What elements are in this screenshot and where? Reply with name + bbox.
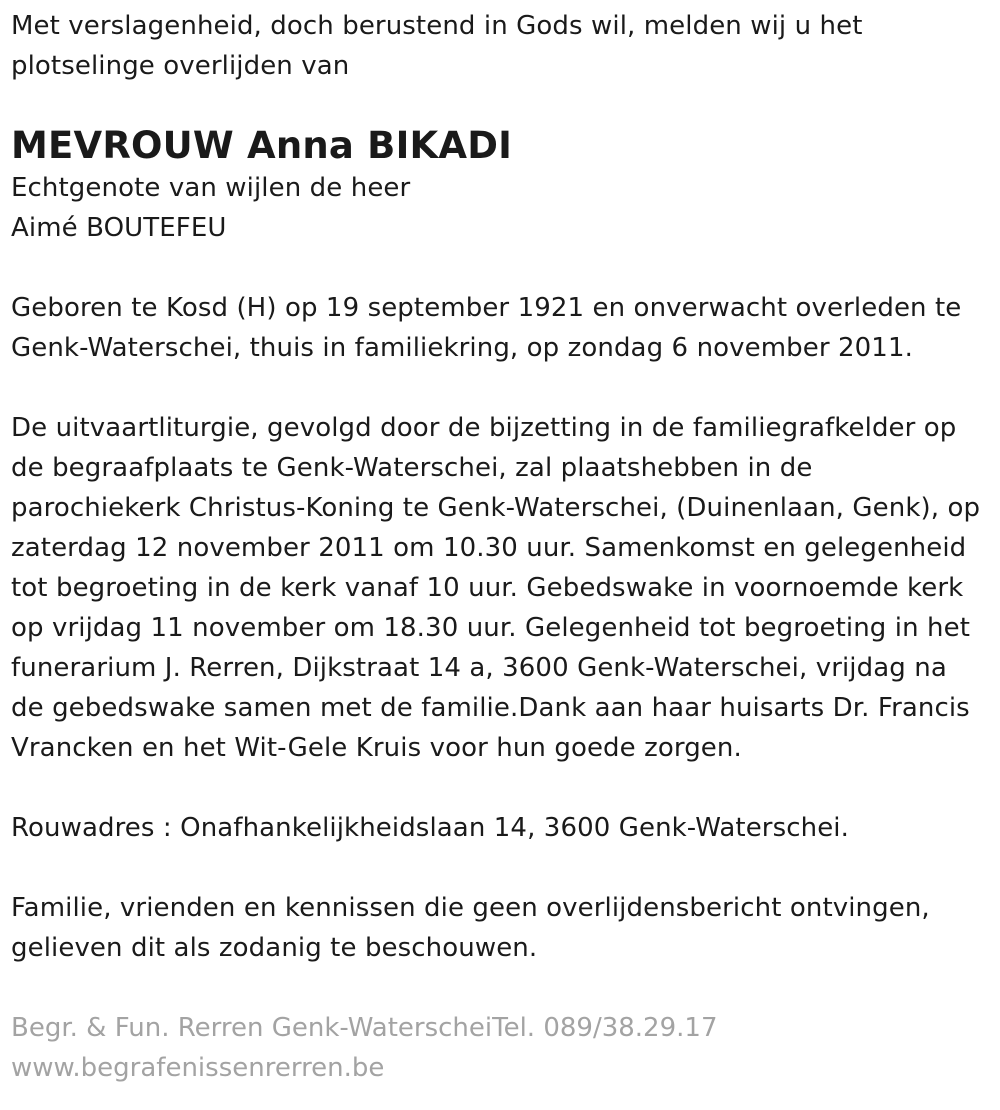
- intro-text: Met verslagenheid, doch berustend in Gods wil, melden wij u het plotselinge overlijden van: [11, 11, 863, 81]
- funeral-home-line: Begr. & Fun. Rerren Genk-WaterscheiTel. 089/38.29.17: [11, 1013, 718, 1043]
- spacer: [11, 768, 996, 808]
- birth-death-text: Geboren te Kosd (H) op 19 september 1921 en onverwacht overleden te Genk-Waterschei, thuis in familiekring, op zondag 6 november 2011.: [11, 293, 962, 363]
- website-link[interactable]: www.begrafenissenrerren.be: [11, 1053, 385, 1083]
- spouse-text: Echtgenote van wijlen de heer Aimé BOUTEFEU: [11, 173, 411, 243]
- deceased-name: MEVROUW Anna BIKADI: [11, 124, 513, 167]
- funeral-text: De uitvaartliturgie, gevolgd door de bijzetting in de familiegrafkelder op de begraafplaats te Genk-Waterschei, zal plaatshebben in de parochiekerk Christus-Koning te Genk-Waterschei, (Duinenlaan, Genk), op zaterdag 12 november 2011 om 10.30 uur. Samenkomst en gelegenheid tot begroeting in de kerk vanaf 10 uur. Gebedswake in voornoemde kerk op vrijdag 11 november om 18.30 uur. Gelegenheid tot begroeting in het funerarium J. Rerren, Dijkstraat 14 a, 3600 Genk-Waterschei, vrijdag na de gebedswake samen met de familie.Dank aan haar huisarts Dr. Francis Vrancken en het Wit-Gele Kruis voor hun goede zorgen.: [11, 413, 981, 763]
- spacer: [11, 368, 996, 408]
- spacer: [11, 248, 996, 288]
- address-text: Rouwadres : Onafhankelijkheidslaan 14, 3600 Genk-Waterschei.: [11, 813, 849, 843]
- spacer: [11, 968, 996, 1008]
- spacer: [11, 848, 996, 888]
- notice-text: Familie, vrienden en kennissen die geen overlijdensbericht ontvingen, gelieven dit als zodanig te beschouwen.: [11, 893, 930, 963]
- obituary-notice: [11, 6, 996, 1088]
